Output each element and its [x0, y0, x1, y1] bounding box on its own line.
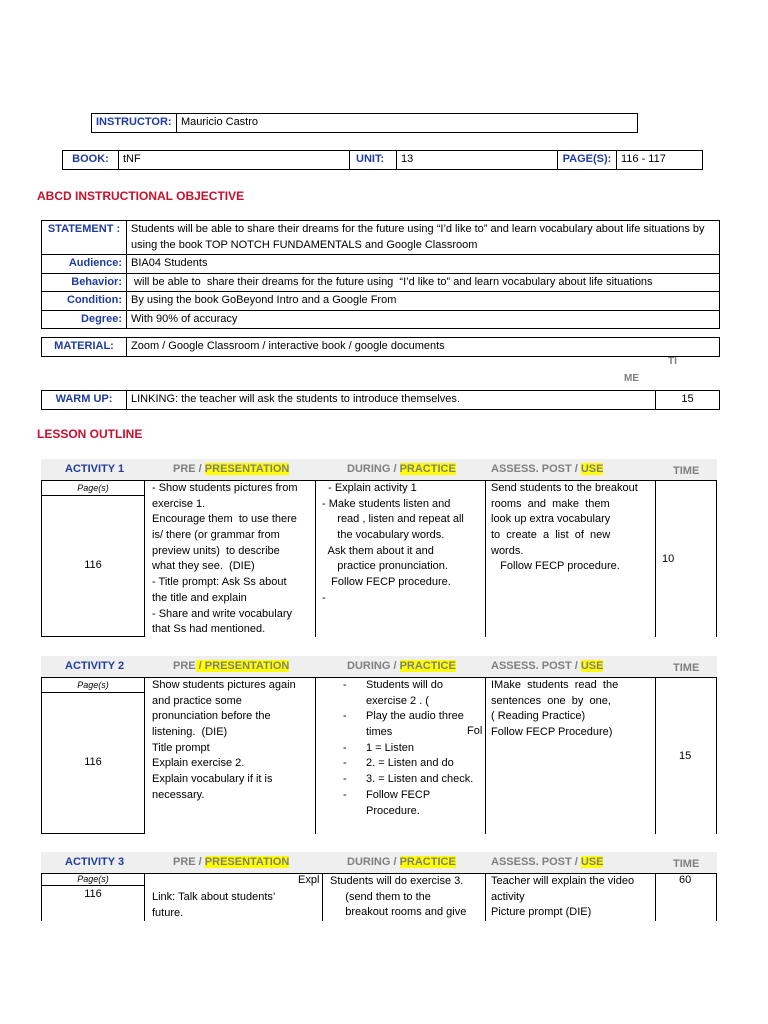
activity1-during-line: Follow FECP procedure. [322, 576, 451, 589]
activity2-bullet: - [343, 788, 347, 801]
activity2-pre-line: Explain exercise 2. [152, 757, 245, 770]
assess-label: ASSESS. POST / [491, 856, 581, 868]
activity2-during-line: Play the audio three [366, 710, 464, 723]
activity1-during-line: - [322, 591, 326, 604]
activity3-col-divider3 [655, 873, 656, 921]
activity2-header [41, 656, 717, 677]
activity3-pre-text [152, 890, 312, 921]
material-value: Zoom / Google Classroom / interactive book / google documents [127, 338, 720, 357]
activity1-title: ACTIVITY 1 [65, 463, 125, 475]
activity3-col-divider2 [485, 873, 486, 921]
pre-label: PRE / [173, 463, 205, 475]
objective-heading: ABCD INSTRUCTIONAL OBJECTIVE [37, 189, 245, 203]
activity2-col-divider4 [716, 677, 717, 834]
activity2-pre-line: and practice some [152, 694, 242, 707]
activity2-bullet: - [343, 679, 347, 691]
warmup-time: 15 [656, 391, 720, 410]
time-header-top: TI [668, 356, 677, 367]
statement-label: STATEMENT : [42, 221, 127, 255]
audience-value: BIA04 Students [127, 255, 720, 274]
pages-value: 116 - 117 [617, 151, 703, 170]
activity1-time-header: TIME [673, 465, 700, 477]
activity1-during-line: Ask them about it and [322, 544, 434, 557]
presentation-label: PRESENTATION [204, 660, 290, 672]
activity1-pre-header [173, 463, 289, 475]
activity2-bullet [343, 804, 355, 820]
activity2-during-line: exercise 2 . ( [366, 694, 429, 707]
behavior-value: will be able to share their dreams for the future using “I’d like to” and learn vocabulary about life situations [127, 273, 720, 292]
activity2-during-bullets [343, 678, 355, 819]
activity1-during-text [322, 481, 482, 607]
unit-label: UNIT: [350, 151, 397, 170]
instructor-label: INSTRUCTOR: [92, 114, 177, 133]
activity1-assess-line: Send students to the breakout [491, 482, 638, 494]
book-table [62, 150, 703, 170]
activity3-pre-line: future. [152, 906, 184, 919]
activity1-pre-line: - Share and write vocabulary [152, 607, 293, 620]
time-header-bottom: ME [624, 373, 639, 384]
activity1-pre-line: exercise 1. [152, 497, 206, 510]
activity1-pre-line: the title and explain [152, 591, 247, 604]
activity3-during-text [330, 874, 482, 921]
activity2-during-line: 1 = Listen [366, 741, 415, 754]
activity3-pages-label: Page(s) [42, 874, 144, 886]
activity3-pre-overflow: Expl [298, 874, 320, 886]
activity2-assess-line: sentences one by one, [491, 694, 611, 707]
pre-label: PRE [173, 660, 196, 672]
activity1-pages-label: Page(s) [42, 481, 144, 496]
activity2-during-line: times [366, 726, 393, 739]
activity2-page: 116 [84, 756, 102, 768]
use-label: USE [580, 856, 604, 868]
assess-label: ASSESS. POST / [491, 463, 581, 475]
activity2-bullet [343, 694, 355, 710]
degree-label: Degree: [42, 310, 127, 329]
instructor-table [91, 113, 638, 133]
activity1-page: 116 [84, 559, 102, 571]
activity2-assess-line: IMake students read the [491, 679, 619, 691]
activity2-during-overflow: Fol [467, 725, 483, 737]
activity2-during-line: 3. = Listen and check. [366, 773, 474, 786]
activity1-pre-line: that Ss had mentioned. [152, 623, 266, 636]
condition-label: Condition: [42, 292, 127, 311]
warmup-value: LINKING: the teacher will ask the students to introduce themselves. [127, 391, 656, 410]
activity1-during-line: practice pronunciation. [322, 560, 448, 573]
pre-label: PRE / [173, 856, 205, 868]
activity1-pre-line: - Show students pictures from [152, 482, 298, 494]
book-value: tNF [119, 151, 350, 170]
activity3-pre-header [173, 856, 289, 868]
practice-label: PRACTICE [399, 660, 456, 672]
activity2-pre-line: listening. (DIE) [152, 726, 228, 739]
activity1-col-divider1 [315, 480, 316, 637]
during-label: DURING / [347, 660, 400, 672]
activity3-assess-text [491, 874, 651, 921]
activity3-page-box [41, 873, 145, 921]
statement-value: Students will be able to share their dreams for the future using “I’d like to” and learn vocabulary about life situations by using the book TOP NOTCH FUNDAMENTALS and Google Classroom [127, 221, 720, 255]
activity2-during-text [366, 678, 481, 819]
use-label: USE [580, 660, 604, 672]
instructor-value: Mauricio Castro [177, 114, 638, 133]
pre-separator: / [195, 660, 205, 672]
activity2-during-line: Students will do [366, 679, 444, 691]
activity2-assess-line: Follow FECP Procedure) [491, 726, 613, 739]
warmup-label: WARM UP: [42, 391, 127, 410]
activity1-during-line: - Explain activity 1 [322, 482, 417, 494]
activity1-pre-line: preview units) to describe [152, 544, 280, 557]
activity2-during-line: Procedure. [366, 804, 420, 817]
activity1-assess-line: look up extra vocabulary [491, 513, 611, 526]
activity2-col-divider2 [485, 677, 486, 834]
activity2-during-line: 2. = Listen and do [366, 757, 454, 770]
activity1-assess-header [491, 463, 603, 475]
presentation-label: PRESENTATION [204, 856, 290, 868]
activity1-pre-line: Encourage them to use there [152, 513, 297, 526]
activity1-col-divider4 [716, 480, 717, 637]
activity1-during-line: the vocabulary words. [322, 529, 445, 542]
activity2-pre-line: necessary. [152, 788, 205, 801]
activity1-time: 10 [662, 553, 675, 565]
during-label: DURING / [347, 463, 400, 475]
activity1-col-divider2 [485, 480, 486, 637]
activity3-during-line: breakout rooms and give [330, 906, 467, 919]
activity1-assess-text [491, 481, 651, 575]
activity2-col-divider1 [315, 677, 316, 834]
assess-label: ASSESS. POST / [491, 660, 581, 672]
presentation-label: PRESENTATION [204, 463, 290, 475]
activity2-pre-line: Show students pictures again [152, 679, 296, 691]
activity3-during-line: Students will do exercise 3. [330, 875, 464, 887]
activity1-during-line: - Make students listen and [322, 497, 451, 510]
practice-label: PRACTICE [399, 856, 456, 868]
activity3-assess-line: Picture prompt (DIE) [491, 906, 592, 919]
activity3-header [41, 852, 717, 873]
behavior-label: Behavior: [42, 273, 127, 292]
during-label: DURING / [347, 856, 400, 868]
activity2-pre-text [152, 678, 312, 804]
activity1-assess-line: rooms and make them [491, 497, 610, 510]
activity3-assess-line: Teacher will explain the video [491, 875, 635, 887]
material-label: MATERIAL: [42, 338, 127, 357]
activity3-during-line: (send them to the [330, 890, 431, 903]
activity2-pre-header [173, 660, 289, 672]
activity1-pre-text [152, 481, 312, 638]
book-label: BOOK: [63, 151, 119, 170]
activity3-assess-header [491, 856, 603, 868]
activity2-page-box [41, 677, 145, 834]
activity1-during-header [347, 463, 456, 475]
activity2-col-divider3 [655, 677, 656, 834]
activity1-assess-line: Follow FECP procedure. [491, 560, 620, 573]
activity2-pages-label: Page(s) [42, 678, 144, 693]
activity2-assess-header [491, 660, 603, 672]
warmup-table [41, 390, 720, 410]
activity1-col-divider3 [655, 480, 656, 637]
activity2-bullet: - [343, 710, 347, 723]
activity2-bullet [343, 725, 355, 741]
activity1-during-line: read , listen and repeat all [322, 513, 464, 526]
activity2-pre-line: Explain vocabulary if it is [152, 773, 273, 786]
activity3-page: 116 [84, 888, 102, 900]
activity3-col-divider1 [322, 873, 323, 921]
activity2-bullet: - [343, 773, 347, 786]
pages-label: PAGE(S): [558, 151, 617, 170]
activity3-pre-line: Link: Talk about students’ [152, 891, 276, 903]
activity3-during-header [347, 856, 456, 868]
audience-label: Audience: [42, 255, 127, 274]
activity2-assess-line: ( Reading Practice) [491, 710, 586, 723]
unit-value: 13 [397, 151, 558, 170]
condition-value: By using the book GoBeyond Intro and a Google From [127, 292, 720, 311]
activity2-during-line: Follow FECP [366, 788, 431, 801]
activity1-header [41, 459, 717, 480]
activity2-pre-line: Title prompt [152, 741, 210, 754]
activity2-during-header [347, 660, 456, 672]
activity2-assess-text [491, 678, 651, 741]
activity2-time: 15 [679, 750, 692, 762]
objective-table [41, 220, 720, 329]
activity2-bullet: - [343, 741, 347, 754]
activity2-pre-line: pronunciation before the [152, 710, 271, 723]
activity1-page-box [41, 480, 145, 637]
activity3-col-divider4 [716, 873, 717, 921]
activity1-assess-line: to create a list of new [491, 529, 611, 542]
activity3-title: ACTIVITY 3 [65, 856, 125, 868]
use-label: USE [580, 463, 604, 475]
activity2-title: ACTIVITY 2 [65, 660, 125, 672]
activity1-pre-line: is/ there (or grammar from [152, 529, 280, 542]
activity3-assess-line: activity [491, 890, 525, 903]
activity1-pre-line: - Title prompt: Ask Ss about [152, 576, 287, 589]
activity2-bullet: - [343, 757, 347, 770]
degree-value: With 90% of accuracy [127, 310, 720, 329]
activity3-time: 60 [679, 874, 692, 886]
activity1-assess-line: words. [491, 544, 524, 557]
activity3-time-header: TIME [673, 858, 700, 870]
material-table [41, 337, 720, 357]
practice-label: PRACTICE [399, 463, 456, 475]
activity1-pre-line: what they see. (DIE) [152, 560, 255, 573]
lesson-outline-heading: LESSON OUTLINE [37, 427, 143, 441]
activity2-time-header: TIME [673, 662, 700, 674]
